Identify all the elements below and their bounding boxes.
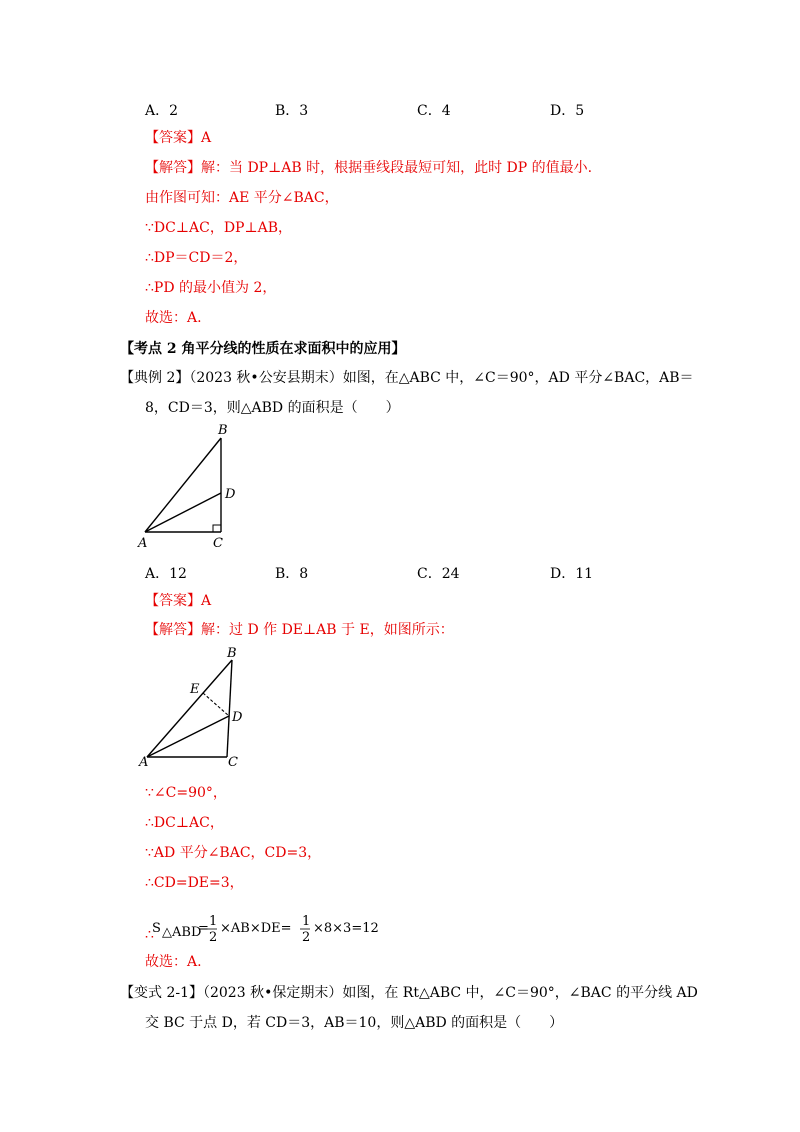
area-formula bbox=[150, 912, 400, 948]
q1-solution-line: 由作图可知：AE 平分∠BAC， bbox=[145, 190, 339, 206]
section-heading: 【考点 2 角平分线的性质在求面积中的应用】 bbox=[120, 341, 406, 357]
figure2-label-c: C bbox=[228, 755, 238, 770]
q1-solution-line: 【解答】解：当 DP⊥AB 时，根据垂线段最短可知，此时 DP 的值最小. bbox=[145, 160, 593, 176]
q1-choice-b: B．3 bbox=[275, 103, 309, 119]
figure2-label-a: A bbox=[139, 755, 149, 770]
q1-solution-line: ∴PD 的最小值为 2， bbox=[145, 280, 277, 296]
figure2-label-b: B bbox=[227, 646, 237, 661]
q1-choice-c: C．4 bbox=[417, 103, 451, 119]
example2-choice-a: A．12 bbox=[145, 566, 187, 582]
q1-choices bbox=[145, 100, 665, 120]
fraction-1-denominator: 2 bbox=[209, 930, 218, 945]
formula-subscript: △ABD bbox=[162, 925, 202, 940]
q1-choice-a: A．2 bbox=[145, 103, 179, 119]
q1-choice-d: D．5 bbox=[550, 103, 585, 119]
figure1-label-a: A bbox=[138, 536, 148, 551]
example2-question-line1: 【典例 2】（2023 秋•公安县期末）如图，在△ABC 中，∠C＝90°，AD 平分∠BAC，AB＝ bbox=[120, 370, 694, 386]
fraction-1-numerator: 1 bbox=[209, 914, 218, 929]
figure1-label-b: B bbox=[218, 423, 228, 438]
example2-step: ∴DC⊥AC， bbox=[145, 815, 224, 831]
example2-step: ∵AD 平分∠BAC，CD=3， bbox=[145, 845, 322, 861]
formula-middle: ×AB×DE= bbox=[220, 921, 292, 936]
figure2-label-d: D bbox=[232, 710, 243, 725]
q1-solution-line: ∵DC⊥AC，DP⊥AB， bbox=[145, 220, 293, 236]
figure2-label-e: E bbox=[190, 682, 200, 697]
formula-equals: = bbox=[198, 921, 209, 936]
example2-question-line2: 8，CD＝3，则△ABD 的面积是（ ） bbox=[145, 400, 400, 416]
figure1-label-d: D bbox=[225, 487, 236, 502]
therefore-symbol: ∴ bbox=[145, 927, 154, 943]
example2-choice-b: B．8 bbox=[275, 566, 309, 582]
variant-question-line2: 交 BC 于点 D，若 CD＝3，AB＝10，则△ABD 的面积是（ ） bbox=[145, 1015, 564, 1031]
formula-s: S bbox=[152, 921, 161, 936]
q1-solution-line: ∴DP＝CD＝2， bbox=[145, 250, 248, 266]
example2-choices bbox=[145, 563, 665, 583]
example2-choice-d: D．11 bbox=[550, 566, 594, 582]
fraction-2-numerator: 1 bbox=[302, 914, 311, 929]
example2-answer: 【答案】A bbox=[145, 593, 212, 609]
fraction-2-denominator: 2 bbox=[302, 930, 311, 945]
example2-step: ∵∠C=90°， bbox=[145, 785, 227, 801]
variant-question-line1: 【变式 2-1】（2023 秋•保定期末）如图，在 Rt△ABC 中，∠C＝90°，∠BAC 的平分线 AD bbox=[120, 985, 698, 1001]
figure1-label-c: C bbox=[213, 536, 223, 551]
example2-solution-intro: 【解答】解：过 D 作 DE⊥AB 于 E，如图所示： bbox=[145, 622, 454, 638]
q1-solution-line: 故选：A. bbox=[145, 310, 202, 326]
example2-step: ∴CD=DE=3， bbox=[145, 875, 244, 891]
example2-choice-c: C．24 bbox=[417, 566, 460, 582]
example2-conclusion: 故选：A. bbox=[145, 954, 202, 970]
q1-answer: 【答案】A bbox=[145, 130, 212, 146]
formula-tail: ×8×3=12 bbox=[313, 921, 379, 936]
